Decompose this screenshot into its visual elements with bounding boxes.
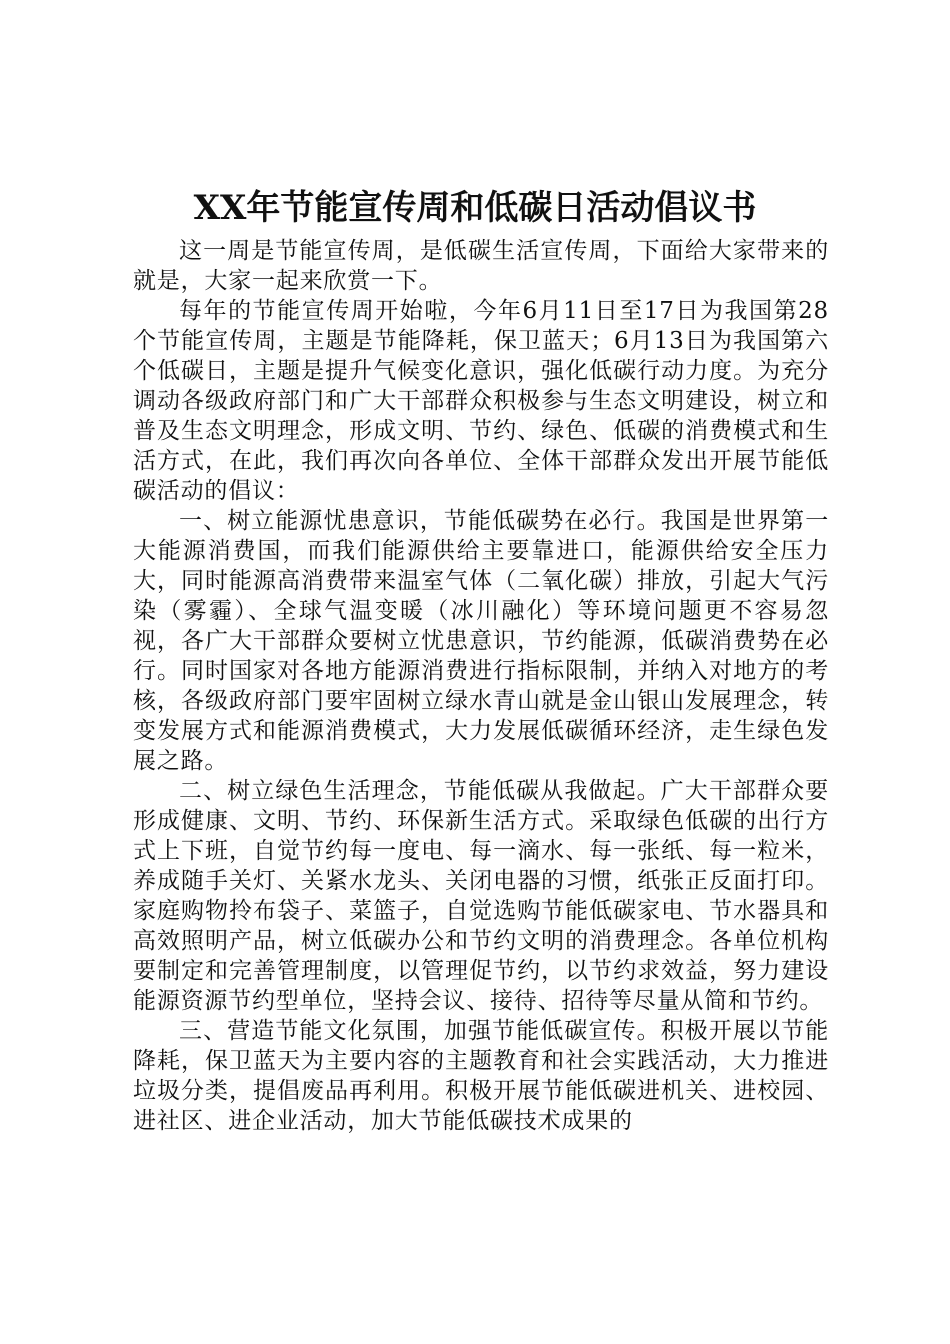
paragraph-point-two: 二、树立绿色生活理念，节能低碳从我做起。广大干部群众要形成健康、文明、节约、环保新生活方式。采取绿色低碳的出行方式上下班，自觉节约每一度电、每一滴水、每一张纸、每一粒米，养成随手关灯、关紧水龙头、关闭电器的习惯，纸张正反面打印。家庭购物拎布袋子、菜篮子，自觉选购节能低碳家电、节水器具和高效照明产品，树立低碳办公和节约文明的消费理念。各单位机构要制定和完善管理制度，以管理促节约，以节约求效益，努力建设能源资源节约型单位，坚持会议、接待、招待等尽量从简和节约。 — [133, 778, 829, 1014]
paragraph-background: 每年的节能宣传周开始啦，今年6月11日至17日为我国第28个节能宣传周，主题是节能降耗，保卫蓝天；6月13日为我国第六个低碳日，主题是提升气候变化意识，强化低碳行动力度。为充分调动各级政府部门和广大干部群众积极参与生态文明建设，树立和普及生态文明理念，形成文明、节约、绿色、低碳的消费模式和生活方式，在此，我们再次向各单位、全体干部群众发出开展节能低碳活动的倡议： — [133, 298, 829, 504]
document-body — [133, 236, 829, 1136]
paragraph-point-one: 一、树立能源忧患意识，节能低碳势在必行。我国是世界第一大能源消费国，而我们能源供给主要靠进口，能源供给安全压力大，同时能源高消费带来温室气体（二氧化碳）排放，引起大气污染（雾霾）、全球气温变暖（冰川融化）等环境问题更不容易忽视，各广大干部群众要树立忧患意识，节约能源，低碳消费势在必行。同时国家对各地方能源消费进行指标限制，并纳入对地方的考核，各级政府部门要牢固树立绿水青山就是金山银山发展理念，转变发展方式和能源消费模式，大力发展低碳循环经济，走生绿色发展之路。 — [133, 508, 829, 774]
paragraph-point-three: 三、营造节能文化氛围，加强节能低碳宣传。积极开展以节能降耗，保卫蓝天为主要内容的主题教育和社会实践活动，大力推进垃圾分类，提倡废品再利用。积极开展节能低碳进机关、进校园、进社区、进企业活动，加大节能低碳技术成果的 — [133, 1018, 829, 1134]
paragraph-intro: 这一周是节能宣传周，是低碳生活宣传周，下面给大家带来的就是，大家一起来欣赏一下。 — [133, 238, 829, 294]
document-title: XX年节能宣传周和低碳日活动倡议书 — [193, 188, 757, 228]
